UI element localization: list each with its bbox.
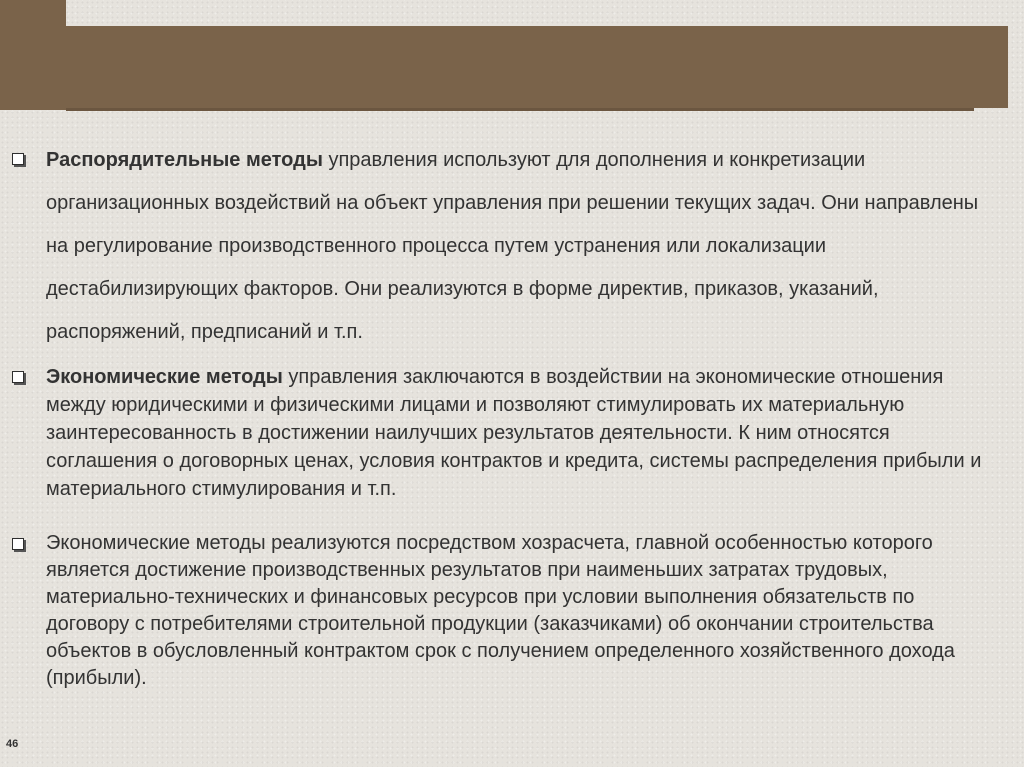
bullet-body-3: Экономические методы реализуются посредством хозрасчета, главной особенностью которого является достижение производственных результатов при наименьших затратах трудовых, материально-технических и финансовых ресурсов при условии выполнения обязательств по договору с потребителями строительной продукции (заказчиками) об окончании строительства объектов в обусловленный контрактом срок с получением определенного хозяйственного дохода (прибыли).: [46, 532, 955, 689]
page-number: 46: [6, 738, 19, 750]
bullet-body-1: управления используют для дополнения и конкретизации организационных воздействий на объект управления при решении текущих задач. Они направлены на регулирование производственного процесса путем устранения или локализации дестабилизирующих факторов. Они реализуются в форме директив, приказов, указаний, распоряжений, предписаний и т.п.: [46, 149, 979, 343]
square-bullet-icon: [12, 371, 24, 383]
square-bullet-icon: [12, 538, 24, 550]
bullet-text-3: [46, 530, 996, 692]
header-left-block: [0, 0, 66, 110]
bullet-item-3: [12, 530, 1012, 692]
bullet-text-2: [46, 363, 996, 503]
bullet-lead-2: Экономические методы: [46, 366, 283, 388]
bullet-item-1: [12, 139, 1012, 354]
bullet-lead-1: Распорядительные методы: [46, 149, 323, 171]
header-underline: [66, 108, 974, 111]
header-band: [66, 26, 1008, 108]
square-bullet-icon: [12, 153, 24, 165]
bullet-item-2: [12, 363, 1012, 503]
bullet-body-2: управления заключаются в воздействии на экономические отношения между юридическими и физическими лицами и позволяют стимулировать их материальную заинтересованность в достижении наилучших результатов деятельности. К ним относятся соглашения о договорных ценах, условия контрактов и кредита, системы распределения прибыли и материального стимулирования и т.п.: [46, 366, 982, 500]
bullet-text-1: [46, 139, 996, 354]
